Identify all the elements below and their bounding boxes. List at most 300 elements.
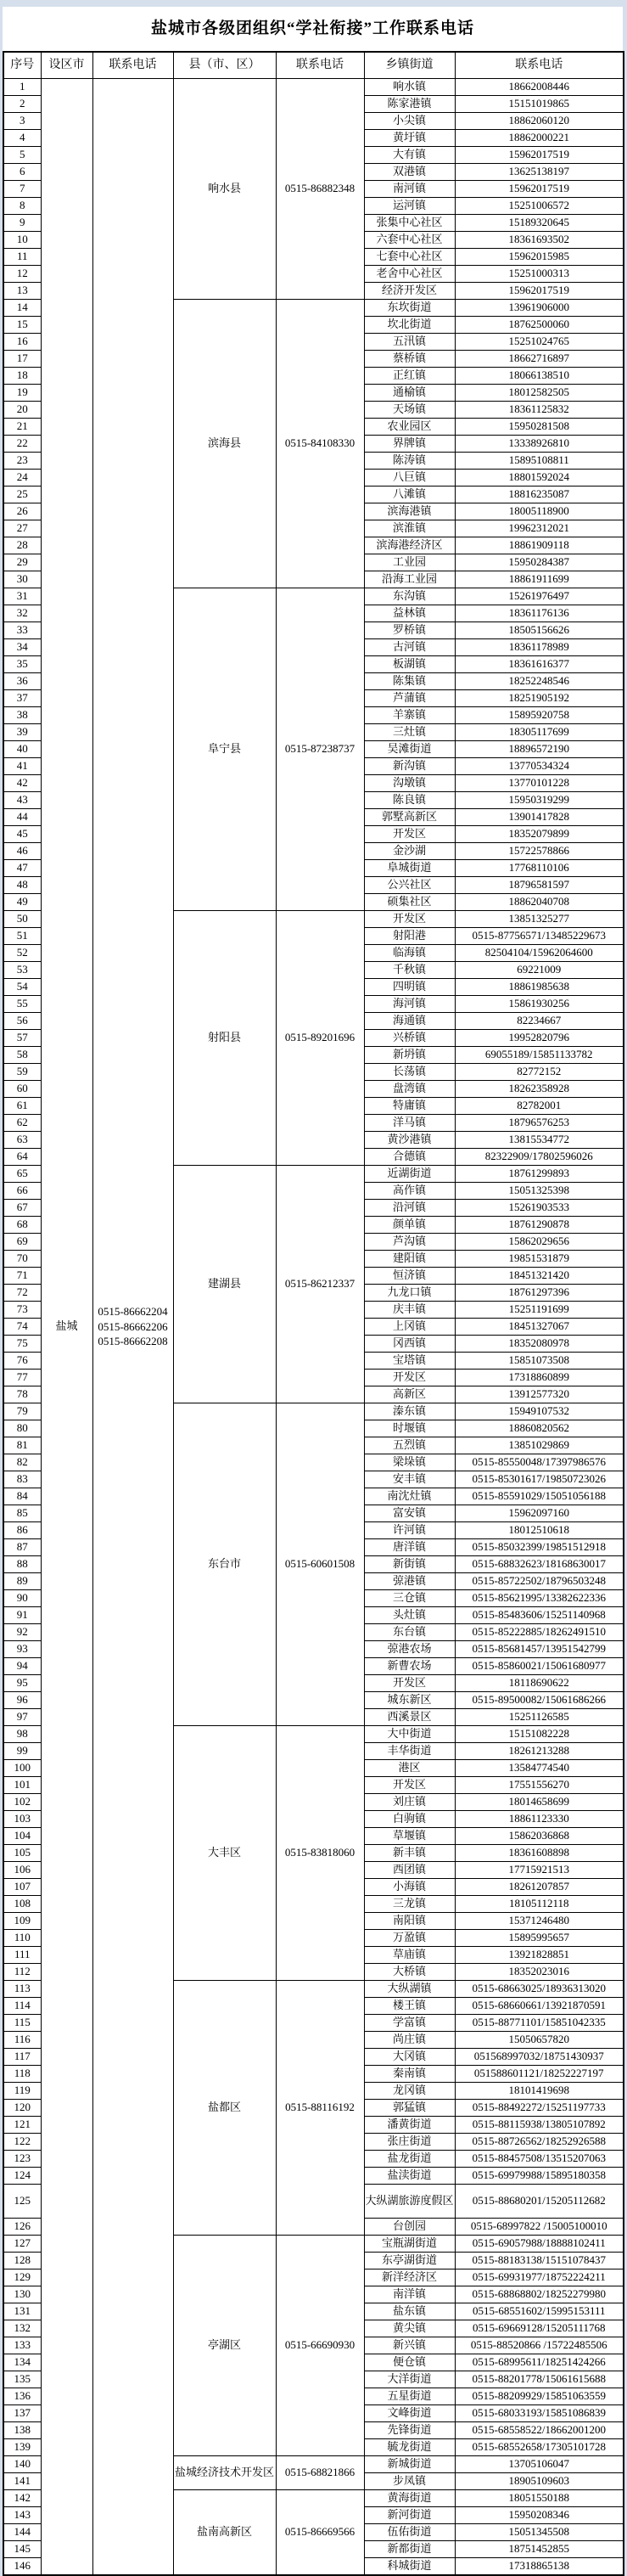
town-phone-cell: 0515-68552658/17305101728 <box>455 2439 624 2456</box>
town-cell: 西团镇 <box>364 1862 455 1879</box>
town-phone-cell: 0515-85301617/19850723026 <box>455 1471 624 1488</box>
town-cell: 黄圩镇 <box>364 130 455 147</box>
town-phone-cell: 18861123330 <box>455 1811 624 1828</box>
town-phone-cell: 18005118900 <box>455 503 624 520</box>
serial-cell: 17 <box>3 351 41 368</box>
town-cell: 郭墅高新区 <box>364 809 455 826</box>
serial-cell: 105 <box>3 1845 41 1862</box>
serial-cell: 120 <box>3 2100 41 2117</box>
town-cell: 老舍中心社区 <box>364 266 455 283</box>
serial-cell: 145 <box>3 2541 41 2558</box>
town-cell: 沟墩镇 <box>364 775 455 792</box>
town-cell: 芦蒲镇 <box>364 690 455 707</box>
town-cell: 特庸镇 <box>364 1098 455 1115</box>
serial-cell: 49 <box>3 894 41 911</box>
town-cell: 开发区 <box>364 1675 455 1692</box>
town-cell: 三灶镇 <box>364 724 455 741</box>
serial-cell: 104 <box>3 1828 41 1845</box>
town-phone-cell: 0515-68551602/15995153111 <box>455 2303 624 2320</box>
town-cell: 工业园 <box>364 554 455 571</box>
serial-cell: 34 <box>3 639 41 656</box>
town-phone-cell: 82504104/15962064600 <box>455 945 624 962</box>
town-phone-cell: 69055189/15851133782 <box>455 1047 624 1064</box>
town-phone-cell: 0515-68033193/15851086839 <box>455 2405 624 2422</box>
town-phone-cell: 15962097160 <box>455 1505 624 1522</box>
county-cell: 亭湖区 <box>173 2236 276 2456</box>
town-cell: 大中街道 <box>364 1726 455 1743</box>
serial-cell: 135 <box>3 2371 41 2388</box>
town-cell: 港区 <box>364 1760 455 1777</box>
town-phone-cell: 69221009 <box>455 962 624 979</box>
serial-cell: 53 <box>3 962 41 979</box>
town-cell: 大洋街道 <box>364 2371 455 2388</box>
town-phone-cell: 15962017519 <box>455 283 624 300</box>
county-cell: 响水县 <box>173 79 276 300</box>
town-phone-cell: 0515-68558522/18662001200 <box>455 2422 624 2439</box>
town-cell: 运河镇 <box>364 198 455 215</box>
serial-cell: 75 <box>3 1336 41 1353</box>
town-phone-cell: 15862029656 <box>455 1234 624 1251</box>
serial-cell: 133 <box>3 2337 41 2354</box>
serial-cell: 59 <box>3 1064 41 1081</box>
town-cell: 开发区 <box>364 826 455 843</box>
town-cell: 新丰镇 <box>364 1845 455 1862</box>
town-cell: 六套中心社区 <box>364 232 455 249</box>
serial-cell: 117 <box>3 2049 41 2066</box>
county-phone-cell: 0515-84108330 <box>276 300 364 588</box>
col-header-serial: 序号 <box>3 52 41 79</box>
serial-cell: 93 <box>3 1641 41 1658</box>
town-cell: 三龙镇 <box>364 1896 455 1913</box>
town-cell: 黄沙港镇 <box>364 1132 455 1149</box>
town-cell: 高新区 <box>364 1386 455 1403</box>
town-phone-cell: 13912577320 <box>455 1386 624 1403</box>
serial-cell: 143 <box>3 2507 41 2524</box>
town-cell: 颜单镇 <box>364 1217 455 1234</box>
town-phone-cell: 15251126585 <box>455 1709 624 1726</box>
serial-cell: 38 <box>3 707 41 724</box>
town-cell: 开发区 <box>364 911 455 928</box>
town-phone-cell: 0515-85722502/18796503248 <box>455 1573 624 1590</box>
town-cell: 陈家港镇 <box>364 96 455 113</box>
serial-cell: 136 <box>3 2388 41 2405</box>
serial-cell: 43 <box>3 792 41 809</box>
town-phone-cell: 18451327067 <box>455 1319 624 1336</box>
serial-cell: 125 <box>3 2185 41 2219</box>
town-phone-cell: 15950208346 <box>455 2507 624 2524</box>
town-phone-cell: 13625138197 <box>455 164 624 181</box>
town-phone-cell: 15151019865 <box>455 96 624 113</box>
serial-cell: 36 <box>3 673 41 690</box>
town-cell: 南洋镇 <box>364 2286 455 2303</box>
town-cell: 上冈镇 <box>364 1319 455 1336</box>
table-body <box>3 79 624 2576</box>
town-phone-cell: 19962312021 <box>455 520 624 537</box>
town-cell: 长荡镇 <box>364 1064 455 1081</box>
town-phone-cell: 15151082228 <box>455 1726 624 1743</box>
town-cell: 千秋镇 <box>364 962 455 979</box>
town-phone-cell: 15895995657 <box>455 1930 624 1947</box>
serial-cell: 106 <box>3 1862 41 1879</box>
town-phone-cell: 17318865138 <box>455 2558 624 2576</box>
town-phone-cell: 18361178989 <box>455 639 624 656</box>
town-cell: 沿海工业园 <box>364 571 455 588</box>
serial-cell: 51 <box>3 928 41 945</box>
town-cell: 五烈镇 <box>364 1437 455 1454</box>
town-phone-cell: 0515-88457508/13515207063 <box>455 2151 624 2168</box>
town-cell: 步凤镇 <box>364 2473 455 2490</box>
town-cell: 大纵湖旅游度假区 <box>364 2185 455 2219</box>
serial-cell: 57 <box>3 1030 41 1047</box>
town-cell: 金沙湖 <box>364 843 455 860</box>
town-cell: 潘黄街道 <box>364 2117 455 2134</box>
serial-cell: 76 <box>3 1353 41 1370</box>
serial-cell: 73 <box>3 1302 41 1319</box>
town-phone-cell: 15722578866 <box>455 843 624 860</box>
town-phone-cell: 13961906000 <box>455 300 624 317</box>
town-cell: 盐东镇 <box>364 2303 455 2320</box>
town-phone-cell: 15895108811 <box>455 453 624 470</box>
serial-cell: 91 <box>3 1607 41 1624</box>
town-phone-cell: 15251006572 <box>455 198 624 215</box>
serial-cell: 21 <box>3 419 41 436</box>
town-phone-cell: 0515-68832623/18168630017 <box>455 1556 624 1573</box>
serial-cell: 13 <box>3 283 41 300</box>
town-cell: 黄海街道 <box>364 2490 455 2507</box>
county-phone-cell: 0515-66690930 <box>276 2236 364 2456</box>
contact-table-sheet <box>3 7 623 2576</box>
town-phone-cell: 18505156626 <box>455 622 624 639</box>
town-phone-cell: 18101419698 <box>455 2083 624 2100</box>
town-cell: 古河镇 <box>364 639 455 656</box>
town-cell: 盐渎街道 <box>364 2168 455 2185</box>
town-phone-cell: 15051345508 <box>455 2524 624 2541</box>
serial-cell: 46 <box>3 843 41 860</box>
town-cell: 富安镇 <box>364 1505 455 1522</box>
town-phone-cell: 0515-89500082/15061686266 <box>455 1692 624 1709</box>
town-phone-cell: 13851029869 <box>455 1437 624 1454</box>
county-phone-cell: 0515-86882348 <box>276 79 364 300</box>
town-cell: 九龙口镇 <box>364 1285 455 1302</box>
county-phone-cell: 0515-89201696 <box>276 911 364 1166</box>
town-phone-cell: 18066138510 <box>455 368 624 385</box>
town-cell: 陈集镇 <box>364 673 455 690</box>
city-phone-line: 0515-86662206 <box>98 1319 168 1333</box>
town-phone-cell: 0515-88771101/15851042335 <box>455 2015 624 2032</box>
town-phone-cell: 18262358928 <box>455 1081 624 1098</box>
town-cell: 便仓镇 <box>364 2354 455 2371</box>
serial-cell: 88 <box>3 1556 41 1573</box>
serial-cell: 71 <box>3 1268 41 1285</box>
serial-cell: 131 <box>3 2303 41 2320</box>
serial-cell: 19 <box>3 385 41 402</box>
serial-cell: 7 <box>3 181 41 198</box>
town-phone-cell: 051568997032/18751430937 <box>455 2049 624 2066</box>
serial-cell: 89 <box>3 1573 41 1590</box>
town-cell: 唐洋镇 <box>364 1539 455 1556</box>
town-phone-cell: 18761299893 <box>455 1166 624 1183</box>
town-cell: 秦南镇 <box>364 2066 455 2083</box>
town-cell: 近湖街道 <box>364 1166 455 1183</box>
serial-cell: 44 <box>3 809 41 826</box>
town-cell: 吴滩街道 <box>364 741 455 758</box>
serial-cell: 108 <box>3 1896 41 1913</box>
serial-cell: 128 <box>3 2253 41 2269</box>
town-cell: 农业园区 <box>364 419 455 436</box>
town-phone-cell: 18662008446 <box>455 79 624 96</box>
town-cell: 羊寨镇 <box>364 707 455 724</box>
serial-cell: 40 <box>3 741 41 758</box>
serial-cell: 100 <box>3 1760 41 1777</box>
town-phone-cell: 18014658699 <box>455 1794 624 1811</box>
city-cell: 盐城 <box>41 79 92 2576</box>
serial-cell: 130 <box>3 2286 41 2303</box>
county-cell: 东台市 <box>173 1403 276 1726</box>
town-cell: 天场镇 <box>364 402 455 419</box>
town-phone-cell: 13770101228 <box>455 775 624 792</box>
town-phone-cell: 13901417828 <box>455 809 624 826</box>
town-cell: 尚庄镇 <box>364 2032 455 2049</box>
town-cell: 宝瓶湖街道 <box>364 2236 455 2253</box>
serial-cell: 64 <box>3 1149 41 1166</box>
town-cell: 丰华街道 <box>364 1743 455 1760</box>
serial-cell: 69 <box>3 1234 41 1251</box>
county-phone-cell: 0515-83818060 <box>276 1726 364 1981</box>
serial-cell: 24 <box>3 470 41 487</box>
serial-cell: 61 <box>3 1098 41 1115</box>
town-cell: 新兴镇 <box>364 2337 455 2354</box>
town-cell: 七套中心社区 <box>364 249 455 266</box>
serial-cell: 123 <box>3 2151 41 2168</box>
town-phone-cell: 18796576253 <box>455 1115 624 1132</box>
city-phone-line: 0515-86662204 <box>98 1305 168 1319</box>
town-phone-cell: 0515-85621995/13382622336 <box>455 1590 624 1607</box>
town-phone-cell: 18662716897 <box>455 351 624 368</box>
town-cell: 坎北街道 <box>364 317 455 334</box>
town-phone-cell: 15251024765 <box>455 334 624 351</box>
serial-cell: 47 <box>3 860 41 877</box>
town-cell: 新街镇 <box>364 1556 455 1573</box>
town-phone-cell: 051588601121/18252227197 <box>455 2066 624 2083</box>
town-phone-cell: 15251191699 <box>455 1302 624 1319</box>
serial-cell: 58 <box>3 1047 41 1064</box>
town-cell: 滨淮镇 <box>364 520 455 537</box>
serial-cell: 83 <box>3 1471 41 1488</box>
serial-cell: 138 <box>3 2422 41 2439</box>
town-cell: 开发区 <box>364 1777 455 1794</box>
town-cell: 科城街道 <box>364 2558 455 2576</box>
town-phone-cell: 13770534324 <box>455 758 624 775</box>
town-phone-cell: 0515-69979988/15895180358 <box>455 2168 624 2185</box>
county-cell: 盐城经济技术开发区 <box>173 2456 276 2490</box>
town-cell: 冈西镇 <box>364 1336 455 1353</box>
town-phone-cell: 0515-87756571/13485229673 <box>455 928 624 945</box>
col-header-town: 乡镇街道 <box>364 52 455 79</box>
town-phone-cell: 0515-88115938/13805107892 <box>455 2117 624 2134</box>
town-cell: 南沈灶镇 <box>364 1488 455 1505</box>
serial-cell: 54 <box>3 979 41 996</box>
county-cell: 大丰区 <box>173 1726 276 1981</box>
town-phone-cell: 15895920758 <box>455 707 624 724</box>
serial-cell: 112 <box>3 1964 41 1981</box>
serial-cell: 37 <box>3 690 41 707</box>
serial-cell: 33 <box>3 622 41 639</box>
serial-cell: 101 <box>3 1777 41 1794</box>
town-phone-cell: 18251905192 <box>455 690 624 707</box>
serial-cell: 30 <box>3 571 41 588</box>
town-cell: 刘庄镇 <box>364 1794 455 1811</box>
town-phone-cell: 15050657820 <box>455 2032 624 2049</box>
serial-cell: 84 <box>3 1488 41 1505</box>
town-phone-cell: 18352080978 <box>455 1336 624 1353</box>
town-cell: 益林镇 <box>364 605 455 622</box>
serial-cell: 35 <box>3 656 41 673</box>
town-phone-cell: 18352079899 <box>455 826 624 843</box>
town-cell: 正红镇 <box>364 368 455 385</box>
serial-cell: 56 <box>3 1013 41 1030</box>
town-phone-cell: 0515-68995611/18251424266 <box>455 2354 624 2371</box>
town-phone-cell: 18051550188 <box>455 2490 624 2507</box>
serial-cell: 103 <box>3 1811 41 1828</box>
town-phone-cell: 18762500060 <box>455 317 624 334</box>
serial-cell: 42 <box>3 775 41 792</box>
serial-cell: 80 <box>3 1420 41 1437</box>
serial-cell: 114 <box>3 1998 41 2015</box>
serial-cell: 92 <box>3 1624 41 1641</box>
serial-cell: 29 <box>3 554 41 571</box>
town-cell: 双港镇 <box>364 164 455 181</box>
serial-cell: 116 <box>3 2032 41 2049</box>
town-cell: 大桥镇 <box>364 1964 455 1981</box>
town-phone-cell: 0515-85550048/17397986576 <box>455 1454 624 1471</box>
serial-cell: 107 <box>3 1879 41 1896</box>
serial-cell: 63 <box>3 1132 41 1149</box>
serial-cell: 94 <box>3 1658 41 1675</box>
town-cell: 弶港镇 <box>364 1573 455 1590</box>
serial-cell: 102 <box>3 1794 41 1811</box>
town-phone-cell: 0515-88680201/15205112682 <box>455 2185 624 2219</box>
serial-cell: 98 <box>3 1726 41 1743</box>
serial-cell: 66 <box>3 1183 41 1200</box>
town-cell: 海河镇 <box>364 996 455 1013</box>
town-cell: 新沟镇 <box>364 758 455 775</box>
town-phone-cell: 18761290878 <box>455 1217 624 1234</box>
county-phone-cell: 0515-87238737 <box>276 588 364 911</box>
serial-cell: 144 <box>3 2524 41 2541</box>
town-cell: 八滩镇 <box>364 487 455 503</box>
town-cell: 新都街道 <box>364 2541 455 2558</box>
col-header-town-phone: 联系电话 <box>455 52 624 79</box>
town-phone-cell: 15862036868 <box>455 1828 624 1845</box>
town-cell: 许河镇 <box>364 1522 455 1539</box>
serial-cell: 119 <box>3 2083 41 2100</box>
town-phone-cell: 0515-88520866 /15722485506 <box>455 2337 624 2354</box>
town-cell: 学富镇 <box>364 2015 455 2032</box>
serial-cell: 139 <box>3 2439 41 2456</box>
town-phone-cell: 0515-68663025/18936313020 <box>455 1981 624 1998</box>
county-cell: 阜宁县 <box>173 588 276 911</box>
town-cell: 开发区 <box>364 1370 455 1386</box>
serial-cell: 82 <box>3 1454 41 1471</box>
serial-cell: 27 <box>3 520 41 537</box>
serial-cell: 109 <box>3 1913 41 1930</box>
town-phone-cell: 0515-88209929/15851063559 <box>455 2388 624 2405</box>
town-phone-cell: 18118690622 <box>455 1675 624 1692</box>
serial-cell: 32 <box>3 605 41 622</box>
county-cell: 射阳县 <box>173 911 276 1166</box>
serial-cell: 65 <box>3 1166 41 1183</box>
town-phone-cell: 15949107532 <box>455 1403 624 1420</box>
town-cell: 阜城街道 <box>364 860 455 877</box>
col-header-county-phone: 联系电话 <box>276 52 364 79</box>
serial-cell: 96 <box>3 1692 41 1709</box>
town-phone-cell: 13851325277 <box>455 911 624 928</box>
serial-cell: 85 <box>3 1505 41 1522</box>
city-phone-line: 0515-86662208 <box>98 1335 168 1348</box>
town-phone-cell: 0515-68997822 /15005100010 <box>455 2219 624 2236</box>
town-cell: 射阳港 <box>364 928 455 945</box>
table-row <box>3 79 624 96</box>
serial-cell: 115 <box>3 2015 41 2032</box>
town-phone-cell: 15261903533 <box>455 1200 624 1217</box>
town-phone-cell: 15371246480 <box>455 1913 624 1930</box>
town-cell: 高作镇 <box>364 1183 455 1200</box>
town-phone-cell: 18261207857 <box>455 1879 624 1896</box>
serial-cell: 111 <box>3 1947 41 1964</box>
town-phone-cell: 15950319299 <box>455 792 624 809</box>
town-cell: 大有镇 <box>364 147 455 164</box>
town-phone-cell: 15851073508 <box>455 1353 624 1370</box>
town-phone-cell: 19952820796 <box>455 1030 624 1047</box>
serial-cell: 68 <box>3 1217 41 1234</box>
town-cell: 响水镇 <box>364 79 455 96</box>
serial-cell: 74 <box>3 1319 41 1336</box>
town-phone-cell: 18816235087 <box>455 487 624 503</box>
town-phone-cell: 18305117699 <box>455 724 624 741</box>
town-cell: 沿河镇 <box>364 1200 455 1217</box>
serial-cell: 22 <box>3 436 41 453</box>
town-cell: 建阳镇 <box>364 1251 455 1268</box>
town-phone-cell: 0515-88183138/15151078437 <box>455 2253 624 2269</box>
town-phone-cell: 18796581597 <box>455 877 624 894</box>
serial-cell: 140 <box>3 2456 41 2473</box>
town-phone-cell: 18451321420 <box>455 1268 624 1285</box>
town-phone-cell: 18861985638 <box>455 979 624 996</box>
town-phone-cell: 82782001 <box>455 1098 624 1115</box>
county-cell: 盐南高新区 <box>173 2490 276 2576</box>
town-phone-cell: 18860820562 <box>455 1420 624 1437</box>
contact-table <box>3 51 624 2576</box>
town-phone-cell: 17715921513 <box>455 1862 624 1879</box>
town-cell: 梁垛镇 <box>364 1454 455 1471</box>
town-cell: 张集中心社区 <box>364 215 455 232</box>
town-phone-cell: 0515-88726562/18252926588 <box>455 2134 624 2151</box>
serial-cell: 126 <box>3 2219 41 2236</box>
town-phone-cell: 0515-85222885/18262491510 <box>455 1624 624 1641</box>
county-phone-cell: 0515-86669566 <box>276 2490 364 2576</box>
header-row <box>3 52 624 79</box>
serial-cell: 142 <box>3 2490 41 2507</box>
serial-cell: 12 <box>3 266 41 283</box>
serial-cell: 60 <box>3 1081 41 1098</box>
town-cell: 东沟镇 <box>364 588 455 605</box>
serial-cell: 25 <box>3 487 41 503</box>
town-phone-cell: 13705106047 <box>455 2456 624 2473</box>
serial-cell: 52 <box>3 945 41 962</box>
town-cell: 经济开发区 <box>364 283 455 300</box>
town-phone-cell: 15051325398 <box>455 1183 624 1200</box>
serial-cell: 28 <box>3 537 41 554</box>
